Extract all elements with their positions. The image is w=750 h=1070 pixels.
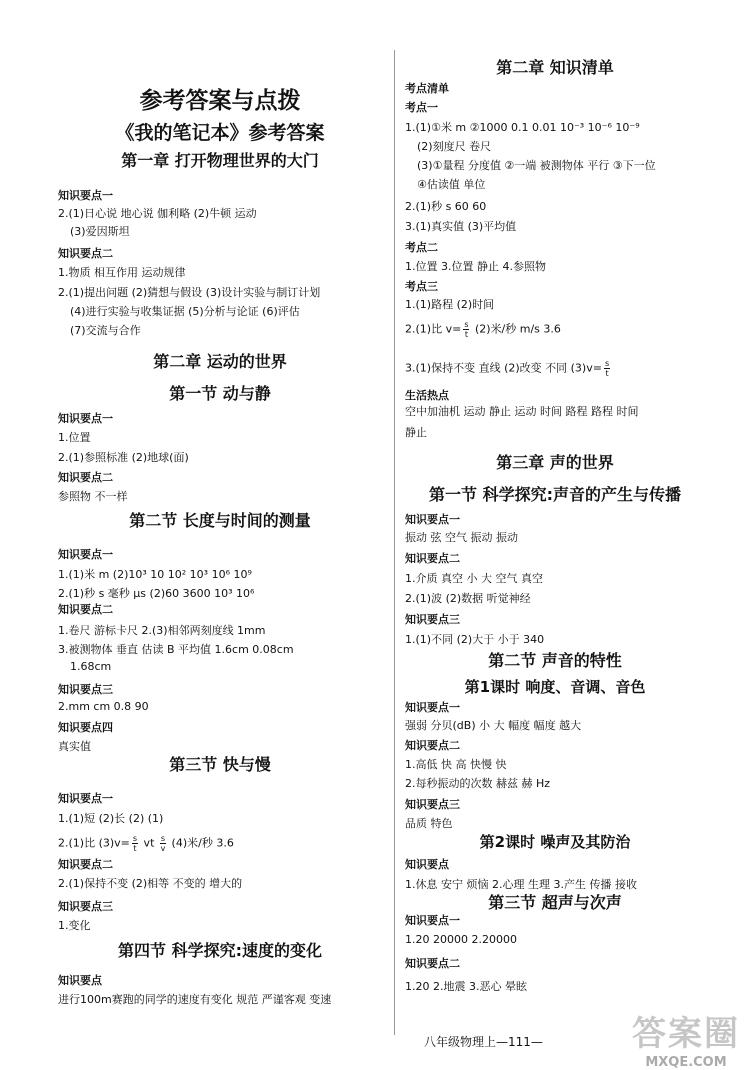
answer-line: (7)交流与合作: [70, 324, 141, 337]
answer-line: 3.(1)真实值 (3)平均值: [405, 220, 517, 233]
subheading: 知识要点一: [405, 701, 460, 714]
answer-line: 2.每秒振动的次数 赫兹 赫 Hz: [405, 777, 551, 790]
numerator: s: [160, 834, 166, 843]
answer-line: 1.卷尺 游标卡尺 2.(3)相邻两刻度线 1mm: [58, 624, 266, 637]
section-title: 《我的笔记本》参考答案: [115, 122, 325, 144]
answer-line: 1.休息 安宁 烦恼 2.心理 生理 3.产生 传播 接收: [405, 878, 637, 891]
subheading: 考点一: [405, 101, 438, 114]
fraction: [463, 320, 469, 339]
subheading: 知识要点二: [58, 603, 113, 616]
answer-line: 1.位置: [58, 431, 91, 444]
chapter-heading: 第三节 超声与次声: [488, 893, 622, 912]
answer-line: (3)爱因斯坦: [70, 225, 130, 238]
answer-line: 1.高低 快 高 快慢 快: [405, 758, 507, 771]
answer-line: (2)刻度尺 卷尺: [417, 140, 492, 153]
subheading: 知识要点二: [58, 858, 113, 871]
subheading: 知识要点一: [58, 792, 113, 805]
subheading: 考点清单: [405, 82, 449, 95]
chapter-heading: 第一章 打开物理世界的大门: [121, 151, 319, 170]
answer-line: (3)①量程 分度值 ②一端 被测物体 平行 ③下一位: [417, 159, 656, 172]
answer-text: 3.(1)保持不变 直线 (2)改变 不同 (3)v=: [405, 361, 602, 375]
chapter-heading: 第一节 动与静: [169, 384, 271, 403]
answer-line: [58, 834, 234, 853]
answer-line: 2.(1)日心说 地心说 伽利略 (2)牛顿 运动: [58, 207, 257, 220]
answer-line: 真实值: [58, 740, 91, 753]
subheading: 知识要点一: [58, 412, 113, 425]
chapter-heading: 第二节 长度与时间的测量: [129, 511, 311, 530]
answer-line: 1.20 2.地震 3.恶心 晕眩: [405, 980, 527, 993]
answer-line: 1.介质 真空 小 大 空气 真空: [405, 572, 543, 585]
answer-line: 2.(1)波 (2)数据 听觉神经: [405, 592, 531, 605]
subheading: 知识要点三: [58, 683, 113, 696]
subheading: 知识要点: [405, 858, 449, 871]
answer-text: (2)米/秒 m/s 3.6: [471, 322, 561, 336]
answer-line: 1.(1)短 (2)长 (2) (1): [58, 812, 164, 825]
subheading: 知识要点三: [58, 900, 113, 913]
fraction: [160, 834, 166, 853]
answer-line: 2.mm cm 0.8 90: [58, 700, 149, 713]
subheading: 知识要点二: [405, 552, 460, 565]
subheading: 知识要点二: [58, 247, 113, 260]
answer-text: vt: [140, 836, 158, 850]
subheading: 知识要点二: [405, 957, 460, 970]
lesson-heading: 第2课时 噪声及其防治: [479, 833, 631, 851]
answer-text: (4)米/秒 3.6: [168, 836, 234, 850]
answer-line: 2.(1)参照标准 (2)地球(面): [58, 451, 189, 464]
answer-line: 2.(1)保持不变 (2)相等 不变的 增大的: [58, 877, 243, 890]
answer-line: 2.(1)秒 s 60 60: [405, 200, 487, 213]
page-footer: 八年级物理上—111—: [424, 1035, 543, 1049]
answer-line: 1.20 20000 2.20000: [405, 933, 517, 946]
answer-line: 进行100m赛跑的同学的速度有变化 规范 严谨客观 变速: [58, 993, 332, 1006]
answer-line: 1.位置 3.位置 静止 4.参照物: [405, 260, 546, 273]
subheading: 知识要点一: [405, 914, 460, 927]
answer-line: 2.(1)提出问题 (2)猜想与假设 (3)设计实验与制订计划: [58, 286, 321, 299]
chapter-heading: 第四节 科学探究:速度的变化: [118, 941, 322, 960]
answer-line: 1.变化: [58, 919, 91, 932]
watermark-logo: [632, 1006, 740, 1070]
chapter-heading: 第二节 声音的特性: [488, 651, 622, 670]
denominator: v: [160, 844, 166, 853]
answer-line: 振动 弦 空气 振动 振动: [405, 531, 518, 544]
chapter-heading: 第一节 科学探究:声音的产生与传播: [429, 485, 681, 504]
subheading: 知识要点一: [405, 513, 460, 526]
answer-line: [405, 320, 561, 339]
numerator: s: [464, 320, 469, 329]
column-divider: [394, 50, 395, 1035]
lesson-heading: 第1课时 响度、音调、音色: [464, 678, 646, 696]
subheading: 知识要点: [58, 974, 102, 987]
denominator: t: [464, 330, 468, 339]
chapter-heading: 第三章 声的世界: [496, 453, 614, 472]
fraction: [604, 359, 610, 378]
fraction: [132, 834, 138, 853]
answer-line: 3.被测物体 垂直 估读 B 平均值 1.6cm 0.08cm: [58, 643, 294, 656]
answer-line: 1.(1)①米 m ②1000 0.1 0.01 10⁻³ 10⁻⁶ 10⁻⁹: [405, 121, 640, 134]
subheading: 知识要点三: [405, 613, 460, 626]
answer-line: 2.(1)秒 s 毫秒 μs (2)60 3600 10³ 10⁶: [58, 587, 255, 600]
watermark-url: MXQE.COM: [645, 1055, 727, 1070]
subheading: 知识要点三: [405, 798, 460, 811]
answer-line: 静止: [405, 426, 427, 439]
answer-line: 1.68cm: [70, 660, 112, 673]
answer-line: 1.(1)路程 (2)时间: [405, 298, 495, 311]
chapter-heading: 第三节 快与慢: [169, 755, 271, 774]
answer-line: (4)进行实验与收集证据 (5)分析与论证 (6)评估: [70, 305, 300, 318]
answer-line: 品质 特色: [405, 817, 453, 830]
subheading: 知识要点一: [58, 189, 113, 202]
subheading: 知识要点四: [58, 721, 113, 734]
subheading: 生活热点: [405, 389, 449, 402]
watermark-text: 答案圈: [632, 1014, 740, 1054]
subheading: 知识要点二: [58, 471, 113, 484]
answer-text: 2.(1)比 v=: [405, 322, 462, 336]
page-title: 参考答案与点拨: [139, 88, 301, 114]
answer-line: [405, 359, 612, 378]
answer-line: 1.(1)不同 (2)大于 小于 340: [405, 633, 545, 646]
denominator: t: [133, 844, 137, 853]
subheading: 知识要点一: [58, 548, 113, 561]
subheading: 知识要点二: [405, 739, 460, 752]
denominator: t: [605, 369, 609, 378]
answer-line: 空中加油机 运动 静止 运动 时间 路程 路程 时间: [405, 405, 639, 418]
answer-line: 1.(1)米 m (2)10³ 10 10² 10³ 10⁶ 10⁹: [58, 568, 252, 581]
chapter-heading: 第二章 知识清单: [496, 58, 614, 77]
answer-line: 强弱 分贝(dB) 小 大 幅度 幅度 越大: [405, 719, 582, 732]
chapter-heading: 第二章 运动的世界: [153, 352, 287, 371]
numerator: s: [132, 834, 138, 843]
subheading: 考点二: [405, 241, 438, 254]
subheading: 考点三: [405, 280, 438, 293]
answer-line: 参照物 不一样: [58, 490, 128, 503]
numerator: s: [604, 359, 610, 368]
answer-line: 1.物质 相互作用 运动规律: [58, 266, 186, 279]
answer-line: ④估读值 单位: [417, 178, 486, 191]
answer-text: 2.(1)比 (3)v=: [58, 836, 130, 850]
